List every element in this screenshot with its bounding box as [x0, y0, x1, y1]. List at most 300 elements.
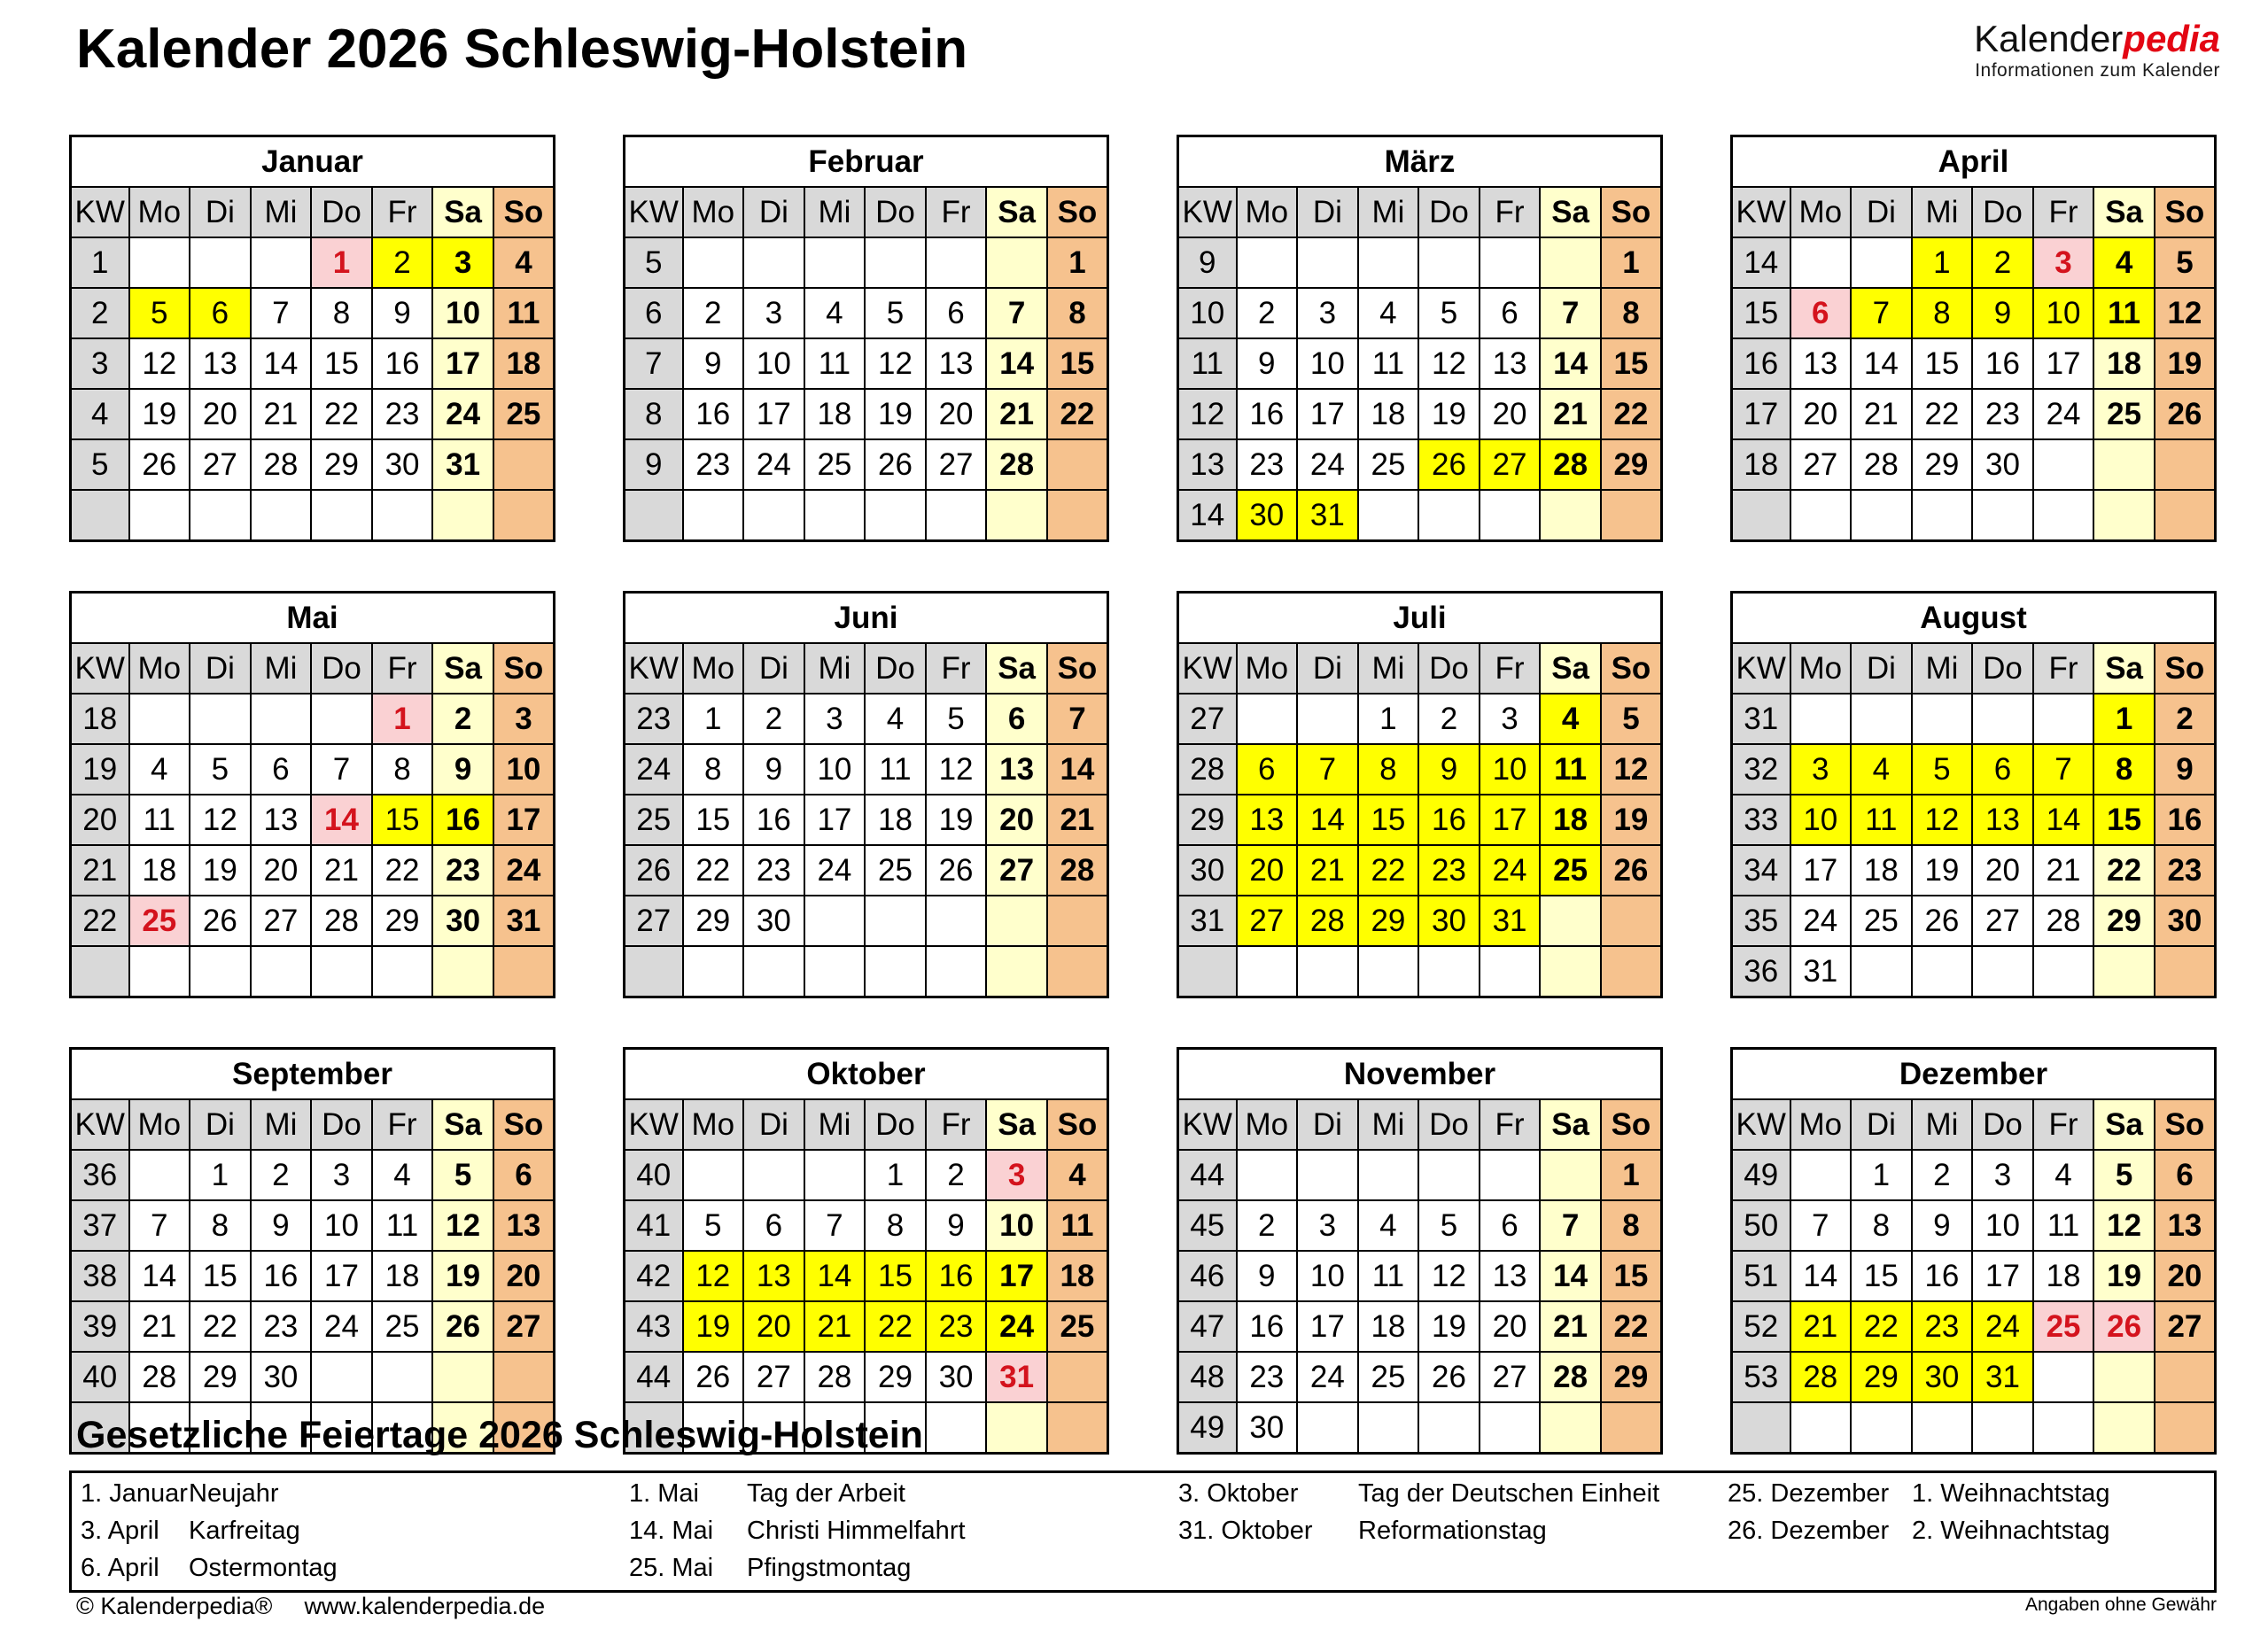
day-cell: 10 — [743, 338, 804, 389]
day-cell: 22 — [311, 389, 372, 439]
day-cell: 11 — [2033, 1200, 2094, 1251]
week-number-cell — [1732, 490, 1790, 541]
day-cell: 5 — [2155, 237, 2216, 288]
day-cell: 14 — [1047, 744, 1108, 795]
day-cell: 28 — [804, 1352, 866, 1402]
day-cell — [1540, 1402, 1601, 1454]
week-number-cell — [1732, 1402, 1790, 1454]
day-cell: 2 — [683, 288, 744, 338]
day-cell — [372, 1352, 433, 1402]
weekday-header-so: So — [1601, 187, 1662, 237]
week-number-cell: 41 — [625, 1200, 683, 1251]
day-cell: 16 — [683, 389, 744, 439]
day-cell — [1601, 946, 1662, 997]
day-cell: 1 — [311, 237, 372, 288]
day-cell: 12 — [683, 1251, 744, 1301]
weekday-header-di: Di — [1297, 1099, 1358, 1150]
day-cell: 26 — [1418, 439, 1480, 490]
day-cell: 20 — [190, 389, 251, 439]
day-cell: 13 — [2155, 1200, 2216, 1251]
day-cell: 25 — [2033, 1301, 2094, 1352]
day-cell — [432, 1352, 493, 1402]
day-cell: 3 — [493, 694, 555, 744]
day-cell: 26 — [190, 896, 251, 946]
month-oktober — [623, 1047, 1109, 1455]
week-number-cell: 44 — [625, 1352, 683, 1402]
weekday-header-sa: Sa — [432, 643, 493, 694]
day-cell: 21 — [986, 389, 1047, 439]
holiday-name: Christi Himmelfahrt — [747, 1517, 966, 1545]
day-cell: 20 — [1480, 389, 1541, 439]
day-cell: 28 — [986, 439, 1047, 490]
weekday-header-so: So — [2155, 643, 2216, 694]
day-cell: 21 — [1047, 795, 1108, 845]
day-cell: 18 — [2093, 338, 2155, 389]
day-cell — [1358, 237, 1419, 288]
week-number-cell: 9 — [1178, 237, 1237, 288]
day-cell: 26 — [432, 1301, 493, 1352]
day-cell: 20 — [493, 1251, 555, 1301]
day-cell — [2033, 490, 2094, 541]
day-cell — [743, 946, 804, 997]
day-cell: 29 — [865, 1352, 926, 1402]
weekday-header-sa: Sa — [986, 1099, 1047, 1150]
day-cell: 17 — [1297, 389, 1358, 439]
holiday-entry — [81, 1512, 629, 1549]
week-number-cell: 37 — [71, 1200, 129, 1251]
weekday-header-mo: Mo — [683, 187, 744, 237]
day-cell — [311, 1352, 372, 1402]
weekday-header-mi: Mi — [251, 187, 312, 237]
day-cell: 25 — [129, 896, 190, 946]
day-cell: 22 — [1601, 389, 1662, 439]
day-cell: 23 — [683, 439, 744, 490]
day-cell: 8 — [683, 744, 744, 795]
weekday-header-do: Do — [1972, 187, 2033, 237]
day-cell: 6 — [1790, 288, 1852, 338]
weekday-header-do: Do — [865, 187, 926, 237]
day-cell — [2093, 490, 2155, 541]
day-cell — [743, 490, 804, 541]
holiday-entry — [81, 1475, 629, 1512]
month-title: Dezember — [1732, 1049, 2216, 1100]
day-cell: 24 — [2033, 389, 2094, 439]
day-cell: 5 — [129, 288, 190, 338]
day-cell: 2 — [1237, 1200, 1298, 1251]
week-number-cell: 51 — [1732, 1251, 1790, 1301]
day-cell: 20 — [1480, 1301, 1541, 1352]
day-cell — [1047, 439, 1108, 490]
day-cell: 1 — [1601, 1150, 1662, 1200]
day-cell: 1 — [1912, 237, 1973, 288]
day-cell: 10 — [804, 744, 866, 795]
weekday-header-mi: Mi — [1912, 1099, 1973, 1150]
week-number-cell: 42 — [625, 1251, 683, 1301]
day-cell — [865, 490, 926, 541]
day-cell: 13 — [1790, 338, 1852, 389]
month-august — [1730, 591, 2217, 998]
week-number-cell: 2 — [71, 288, 129, 338]
day-cell: 9 — [1237, 338, 1298, 389]
day-cell: 14 — [251, 338, 312, 389]
week-number-cell: 14 — [1178, 490, 1237, 541]
weekday-header-do: Do — [311, 187, 372, 237]
day-cell — [1851, 490, 1912, 541]
weekday-header-do: Do — [865, 643, 926, 694]
weekday-header-mo: Mo — [1237, 643, 1298, 694]
day-cell: 15 — [311, 338, 372, 389]
day-cell: 18 — [1047, 1251, 1108, 1301]
day-cell: 17 — [1297, 1301, 1358, 1352]
month-juli — [1177, 591, 1663, 998]
day-cell — [1358, 946, 1419, 997]
day-cell — [683, 946, 744, 997]
day-cell: 19 — [2155, 338, 2216, 389]
day-cell — [804, 490, 866, 541]
day-cell: 7 — [1540, 1200, 1601, 1251]
day-cell — [1418, 1402, 1480, 1454]
weekday-header-kw: KW — [71, 643, 129, 694]
holiday-name: Neujahr — [189, 1479, 279, 1508]
day-cell: 15 — [372, 795, 433, 845]
day-cell: 16 — [743, 795, 804, 845]
day-cell: 8 — [1358, 744, 1419, 795]
day-cell: 1 — [865, 1150, 926, 1200]
day-cell — [1297, 237, 1358, 288]
day-cell: 8 — [311, 288, 372, 338]
day-cell: 29 — [2093, 896, 2155, 946]
day-cell: 20 — [743, 1301, 804, 1352]
weekday-header-so: So — [2155, 1099, 2216, 1150]
day-cell: 30 — [743, 896, 804, 946]
day-cell: 19 — [683, 1301, 744, 1352]
day-cell — [2155, 439, 2216, 490]
day-cell: 15 — [1358, 795, 1419, 845]
day-cell — [1297, 694, 1358, 744]
day-cell: 25 — [1358, 1352, 1419, 1402]
weekday-header-sa: Sa — [986, 187, 1047, 237]
weekday-header-di: Di — [1851, 187, 1912, 237]
day-cell: 21 — [1297, 845, 1358, 896]
day-cell: 27 — [1790, 439, 1852, 490]
week-number-cell: 24 — [625, 744, 683, 795]
day-cell: 18 — [493, 338, 555, 389]
day-cell: 31 — [1480, 896, 1541, 946]
day-cell — [1972, 946, 2033, 997]
day-cell: 19 — [432, 1251, 493, 1301]
day-cell: 31 — [1790, 946, 1852, 997]
day-cell: 8 — [190, 1200, 251, 1251]
day-cell: 11 — [1540, 744, 1601, 795]
day-cell: 12 — [432, 1200, 493, 1251]
day-cell: 26 — [926, 845, 987, 896]
weekday-header-sa: Sa — [1540, 1099, 1601, 1150]
day-cell: 23 — [372, 389, 433, 439]
day-cell: 25 — [1540, 845, 1601, 896]
day-cell: 23 — [1418, 845, 1480, 896]
day-cell: 2 — [1418, 694, 1480, 744]
day-cell: 7 — [1047, 694, 1108, 744]
day-cell — [1790, 490, 1852, 541]
day-cell: 28 — [129, 1352, 190, 1402]
weekday-header-fr: Fr — [926, 643, 987, 694]
day-cell: 25 — [493, 389, 555, 439]
weekday-header-fr: Fr — [926, 187, 987, 237]
day-cell — [986, 1402, 1047, 1454]
month-title: Februar — [625, 136, 1108, 188]
weekday-header-mi: Mi — [1358, 1099, 1419, 1150]
weekday-header-do: Do — [311, 643, 372, 694]
day-cell — [432, 490, 493, 541]
day-cell: 9 — [683, 338, 744, 389]
day-cell — [1358, 1150, 1419, 1200]
weekday-header-mi: Mi — [1358, 643, 1419, 694]
week-number-cell: 33 — [1732, 795, 1790, 845]
weekday-header-so: So — [1601, 1099, 1662, 1150]
day-cell: 5 — [190, 744, 251, 795]
holiday-entry — [1178, 1512, 1728, 1549]
week-number-cell: 35 — [1732, 896, 1790, 946]
week-number-cell: 15 — [1732, 288, 1790, 338]
week-number-cell: 28 — [1178, 744, 1237, 795]
day-cell: 22 — [683, 845, 744, 896]
day-cell: 21 — [1851, 389, 1912, 439]
day-cell — [1047, 1352, 1108, 1402]
day-cell: 13 — [1480, 338, 1541, 389]
day-cell: 10 — [986, 1200, 1047, 1251]
day-cell: 23 — [432, 845, 493, 896]
day-cell: 9 — [372, 288, 433, 338]
day-cell — [1790, 1402, 1852, 1454]
weekday-header-sa: Sa — [2093, 187, 2155, 237]
weekday-header-mo: Mo — [683, 1099, 744, 1150]
holiday-name: Tag der Deutschen Einheit — [1358, 1479, 1660, 1508]
day-cell: 5 — [2093, 1150, 2155, 1200]
month-title: Juni — [625, 593, 1108, 644]
day-cell: 21 — [804, 1301, 866, 1352]
day-cell: 27 — [986, 845, 1047, 896]
day-cell: 5 — [1418, 288, 1480, 338]
week-number-cell: 21 — [71, 845, 129, 896]
day-cell: 5 — [1601, 694, 1662, 744]
day-cell: 9 — [1912, 1200, 1973, 1251]
day-cell: 3 — [1297, 1200, 1358, 1251]
day-cell: 11 — [493, 288, 555, 338]
day-cell — [926, 490, 987, 541]
day-cell — [1418, 490, 1480, 541]
weekday-header-sa: Sa — [986, 643, 1047, 694]
day-cell: 7 — [1790, 1200, 1852, 1251]
holiday-column-1 — [81, 1475, 629, 1587]
day-cell: 29 — [683, 896, 744, 946]
day-cell — [129, 694, 190, 744]
day-cell: 9 — [1418, 744, 1480, 795]
week-number-cell: 4 — [71, 389, 129, 439]
day-cell — [372, 490, 433, 541]
logo-text-black: Kalender — [1974, 18, 2124, 59]
copyright-text: © Kalenderpedia® — [76, 1593, 273, 1619]
day-cell: 3 — [804, 694, 866, 744]
day-cell: 14 — [1851, 338, 1912, 389]
month-juni — [623, 591, 1109, 998]
day-cell: 5 — [1912, 744, 1973, 795]
day-cell: 19 — [2093, 1251, 2155, 1301]
weekday-header-mi: Mi — [1912, 643, 1973, 694]
day-cell — [311, 946, 372, 997]
day-cell: 7 — [2033, 744, 2094, 795]
day-cell: 29 — [190, 1352, 251, 1402]
weekday-header-so: So — [1047, 643, 1108, 694]
day-cell — [493, 490, 555, 541]
day-cell: 23 — [2155, 845, 2216, 896]
day-cell: 1 — [190, 1150, 251, 1200]
day-cell — [1540, 490, 1601, 541]
day-cell — [1912, 1402, 1973, 1454]
day-cell: 13 — [926, 338, 987, 389]
day-cell: 16 — [1418, 795, 1480, 845]
day-cell — [865, 946, 926, 997]
day-cell — [2033, 946, 2094, 997]
day-cell: 14 — [2033, 795, 2094, 845]
holiday-date: 3. April — [81, 1517, 159, 1545]
day-cell: 19 — [865, 389, 926, 439]
month-januar — [69, 135, 555, 542]
day-cell — [1851, 694, 1912, 744]
holiday-entry — [629, 1512, 1178, 1549]
day-cell: 29 — [1358, 896, 1419, 946]
day-cell: 15 — [683, 795, 744, 845]
day-cell — [926, 237, 987, 288]
day-cell: 28 — [1540, 439, 1601, 490]
day-cell: 10 — [493, 744, 555, 795]
weekday-header-sa: Sa — [432, 1099, 493, 1150]
week-number-cell — [625, 490, 683, 541]
day-cell: 30 — [372, 439, 433, 490]
day-cell: 19 — [129, 389, 190, 439]
day-cell — [1601, 1402, 1662, 1454]
day-cell: 17 — [1790, 845, 1852, 896]
logo-subtitle: Informationen zum Kalender — [1975, 60, 2220, 81]
weekday-header-kw: KW — [71, 1099, 129, 1150]
day-cell: 30 — [2155, 896, 2216, 946]
day-cell: 3 — [2033, 237, 2094, 288]
day-cell — [986, 896, 1047, 946]
day-cell: 17 — [1480, 795, 1541, 845]
day-cell: 21 — [1790, 1301, 1852, 1352]
day-cell: 25 — [1851, 896, 1912, 946]
week-number-cell: 17 — [1732, 389, 1790, 439]
day-cell: 13 — [743, 1251, 804, 1301]
week-number-cell: 36 — [71, 1150, 129, 1200]
weekday-header-fr: Fr — [2033, 187, 2094, 237]
day-cell: 27 — [1480, 439, 1541, 490]
weekday-header-mi: Mi — [251, 643, 312, 694]
weekday-header-do: Do — [1972, 643, 2033, 694]
disclaimer-text: Angaben ohne Gewähr — [2025, 1595, 2217, 1615]
day-cell: 22 — [372, 845, 433, 896]
day-cell: 12 — [2155, 288, 2216, 338]
day-cell: 29 — [1601, 1352, 1662, 1402]
day-cell: 1 — [372, 694, 433, 744]
day-cell: 4 — [1047, 1150, 1108, 1200]
weekday-header-kw: KW — [1732, 1099, 1790, 1150]
day-cell: 29 — [1601, 439, 1662, 490]
day-cell: 19 — [1601, 795, 1662, 845]
day-cell — [129, 946, 190, 997]
website-text: www.kalenderpedia.de — [304, 1593, 546, 1619]
day-cell: 7 — [986, 288, 1047, 338]
week-number-cell: 32 — [1732, 744, 1790, 795]
day-cell — [190, 946, 251, 997]
day-cell: 2 — [1912, 1150, 1973, 1200]
day-cell: 23 — [743, 845, 804, 896]
copyright-line — [76, 1593, 545, 1620]
day-cell: 19 — [1418, 1301, 1480, 1352]
day-cell: 24 — [743, 439, 804, 490]
day-cell: 10 — [1480, 744, 1541, 795]
week-number-cell: 5 — [71, 439, 129, 490]
day-cell: 7 — [804, 1200, 866, 1251]
day-cell — [1851, 237, 1912, 288]
day-cell: 22 — [865, 1301, 926, 1352]
day-cell: 9 — [1237, 1251, 1298, 1301]
day-cell — [1972, 1402, 2033, 1454]
weekday-header-kw: KW — [1732, 643, 1790, 694]
day-cell: 2 — [926, 1150, 987, 1200]
day-cell: 28 — [1851, 439, 1912, 490]
day-cell — [493, 439, 555, 490]
day-cell: 5 — [683, 1200, 744, 1251]
weekday-header-so: So — [493, 643, 555, 694]
day-cell: 25 — [1358, 439, 1419, 490]
kalenderpedia-logo — [1974, 19, 2220, 81]
day-cell: 24 — [1480, 845, 1541, 896]
month-title: November — [1178, 1049, 1662, 1100]
weekday-header-di: Di — [1297, 187, 1358, 237]
day-cell: 8 — [1601, 1200, 1662, 1251]
day-cell: 9 — [1972, 288, 2033, 338]
day-cell: 6 — [926, 288, 987, 338]
holiday-date: 6. April — [81, 1554, 159, 1582]
day-cell — [2155, 1402, 2216, 1454]
week-number-cell — [71, 490, 129, 541]
day-cell: 7 — [129, 1200, 190, 1251]
day-cell: 18 — [1358, 1301, 1419, 1352]
day-cell — [1851, 1402, 1912, 1454]
holiday-date: 1. Januar — [81, 1479, 188, 1508]
weekday-header-fr: Fr — [2033, 1099, 2094, 1150]
day-cell — [1047, 490, 1108, 541]
holiday-entry — [629, 1475, 1178, 1512]
week-number-cell: 6 — [625, 288, 683, 338]
month-februar — [623, 135, 1109, 542]
day-cell: 30 — [1237, 1402, 1298, 1454]
holiday-name: 1. Weihnachtstag — [1912, 1479, 2110, 1508]
holiday-date: 26. Dezember — [1728, 1517, 1890, 1545]
day-cell: 10 — [432, 288, 493, 338]
day-cell: 30 — [1237, 490, 1298, 541]
day-cell: 10 — [1972, 1200, 2033, 1251]
day-cell — [1480, 1402, 1541, 1454]
day-cell — [1358, 490, 1419, 541]
day-cell — [1237, 694, 1298, 744]
day-cell: 6 — [1480, 288, 1541, 338]
week-number-cell: 38 — [71, 1251, 129, 1301]
day-cell — [129, 1150, 190, 1200]
day-cell: 11 — [129, 795, 190, 845]
holiday-entry — [1178, 1475, 1728, 1512]
week-number-cell: 26 — [625, 845, 683, 896]
